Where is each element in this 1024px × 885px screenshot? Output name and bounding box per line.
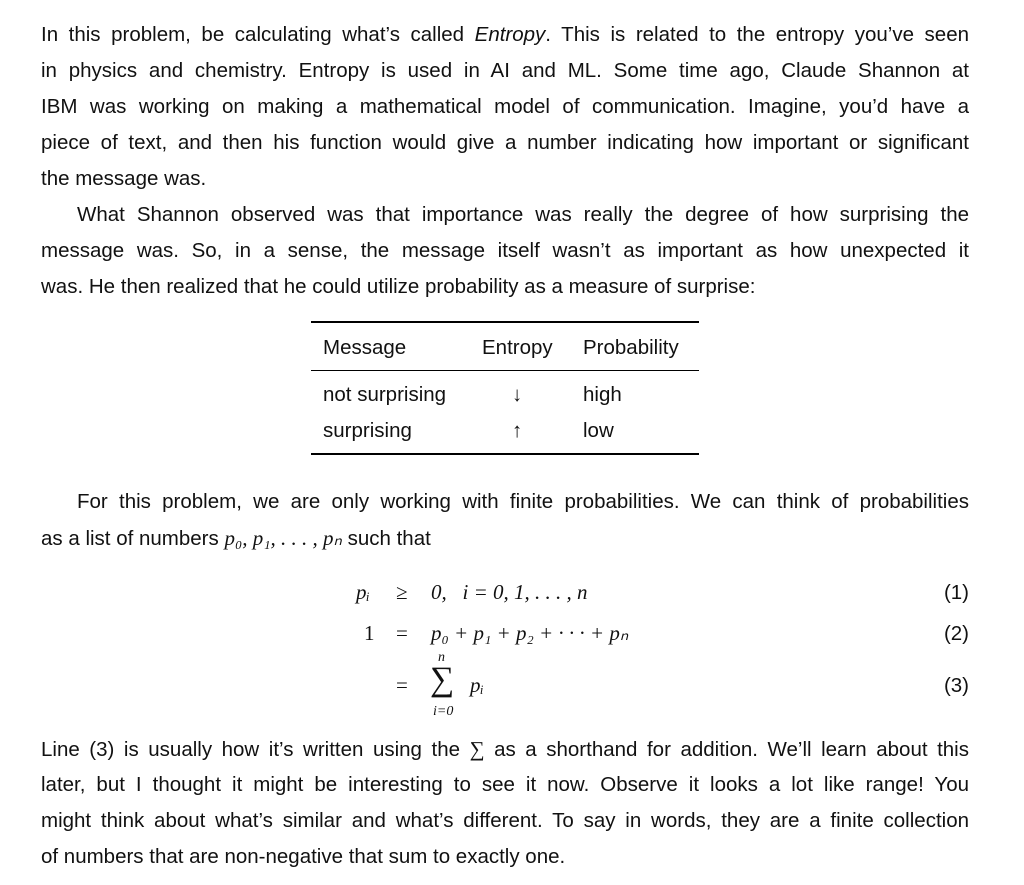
row2-entropy-up-arrow: ↑: [512, 419, 523, 442]
row2-probability: low: [583, 419, 614, 442]
eq2-lhs: 1: [364, 621, 375, 645]
sum-upper-limit: n: [438, 650, 445, 665]
header-message: Message: [323, 336, 407, 359]
para4-line1: Line (3) is usually how it’s written using the ∑ as a shorthand for addition. We’ll learn about this: [41, 737, 969, 761]
eq1-lhs: pᵢ: [356, 580, 370, 604]
para4-line4: of numbers that are non-negative that sum to exactly one.: [41, 845, 566, 868]
eq1-rel: ≥: [396, 580, 408, 604]
para1-line3: IBM was working on making a mathematical model of communication. Imagine, you’d have a: [41, 95, 969, 118]
entropy-table: [311, 321, 699, 457]
sigma-icon: ∑: [430, 661, 455, 698]
para3-line1: For this problem, we are only working with finite probabilities. We can think of probabilities: [77, 490, 969, 513]
eq3-rhs: pᵢ: [470, 673, 484, 697]
eq1-number: (1): [943, 581, 969, 604]
table-top-rule: [311, 321, 699, 323]
sum-lower-limit: i=0: [433, 704, 454, 719]
para4-line3: might think about what’s similar and what’s different. To say in words, they are a finite collection: [41, 809, 969, 832]
para1-line2: in physics and chemistry. Entropy is used in AI and ML. Some time ago, Claude Shannon at: [41, 59, 969, 82]
para1-line1: In this problem, be calculating what’s called Entropy. This is related to the entropy you’ve seen: [41, 23, 969, 46]
eq2-number: (2): [943, 622, 969, 645]
row1-entropy-down-arrow: ↓: [512, 383, 523, 406]
para2-line2: message was. So, in a sense, the message itself wasn’t as important as how unexpected it: [41, 239, 969, 262]
para1-line5: the message was.: [41, 167, 207, 190]
header-probability: Probability: [583, 336, 679, 359]
entropy-term: Entropy: [474, 23, 546, 46]
eq3-rel: =: [396, 673, 408, 697]
row1-message: not surprising: [323, 383, 447, 406]
para4-line2: later, but I thought it might be interesting to see it now. Observe it looks a lot like range! You: [41, 773, 969, 796]
table-mid-rule: [311, 370, 699, 371]
eq1-rhs: 0, i = 0, 1, . . . , n: [431, 580, 588, 604]
header-entropy: Entropy: [482, 336, 553, 359]
row2-message: surprising: [323, 419, 412, 442]
table-bottom-rule: [311, 453, 699, 455]
row1-probability: high: [583, 383, 622, 406]
eq2-rhs: p₀ + p₁ + p₂ + · · · + pₙ: [431, 621, 629, 645]
sigma-inline-icon: ∑: [469, 737, 485, 761]
para2-line1: What Shannon observed was that importance was really the degree of how surprising the: [77, 203, 969, 226]
eq2-rel: =: [396, 621, 408, 645]
para2-line3: was. He then realized that he could utilize probability as a measure of surprise:: [41, 275, 756, 298]
para1-line4: piece of text, and then his function would give a number indicating how important or significant: [41, 131, 969, 154]
para3-line2: as a list of numbers p₀, p₁, . . . , pₙ such that: [41, 526, 431, 550]
eq3-number: (3): [943, 674, 969, 697]
probability-list: p₀, p₁, . . . , pₙ: [224, 526, 342, 550]
